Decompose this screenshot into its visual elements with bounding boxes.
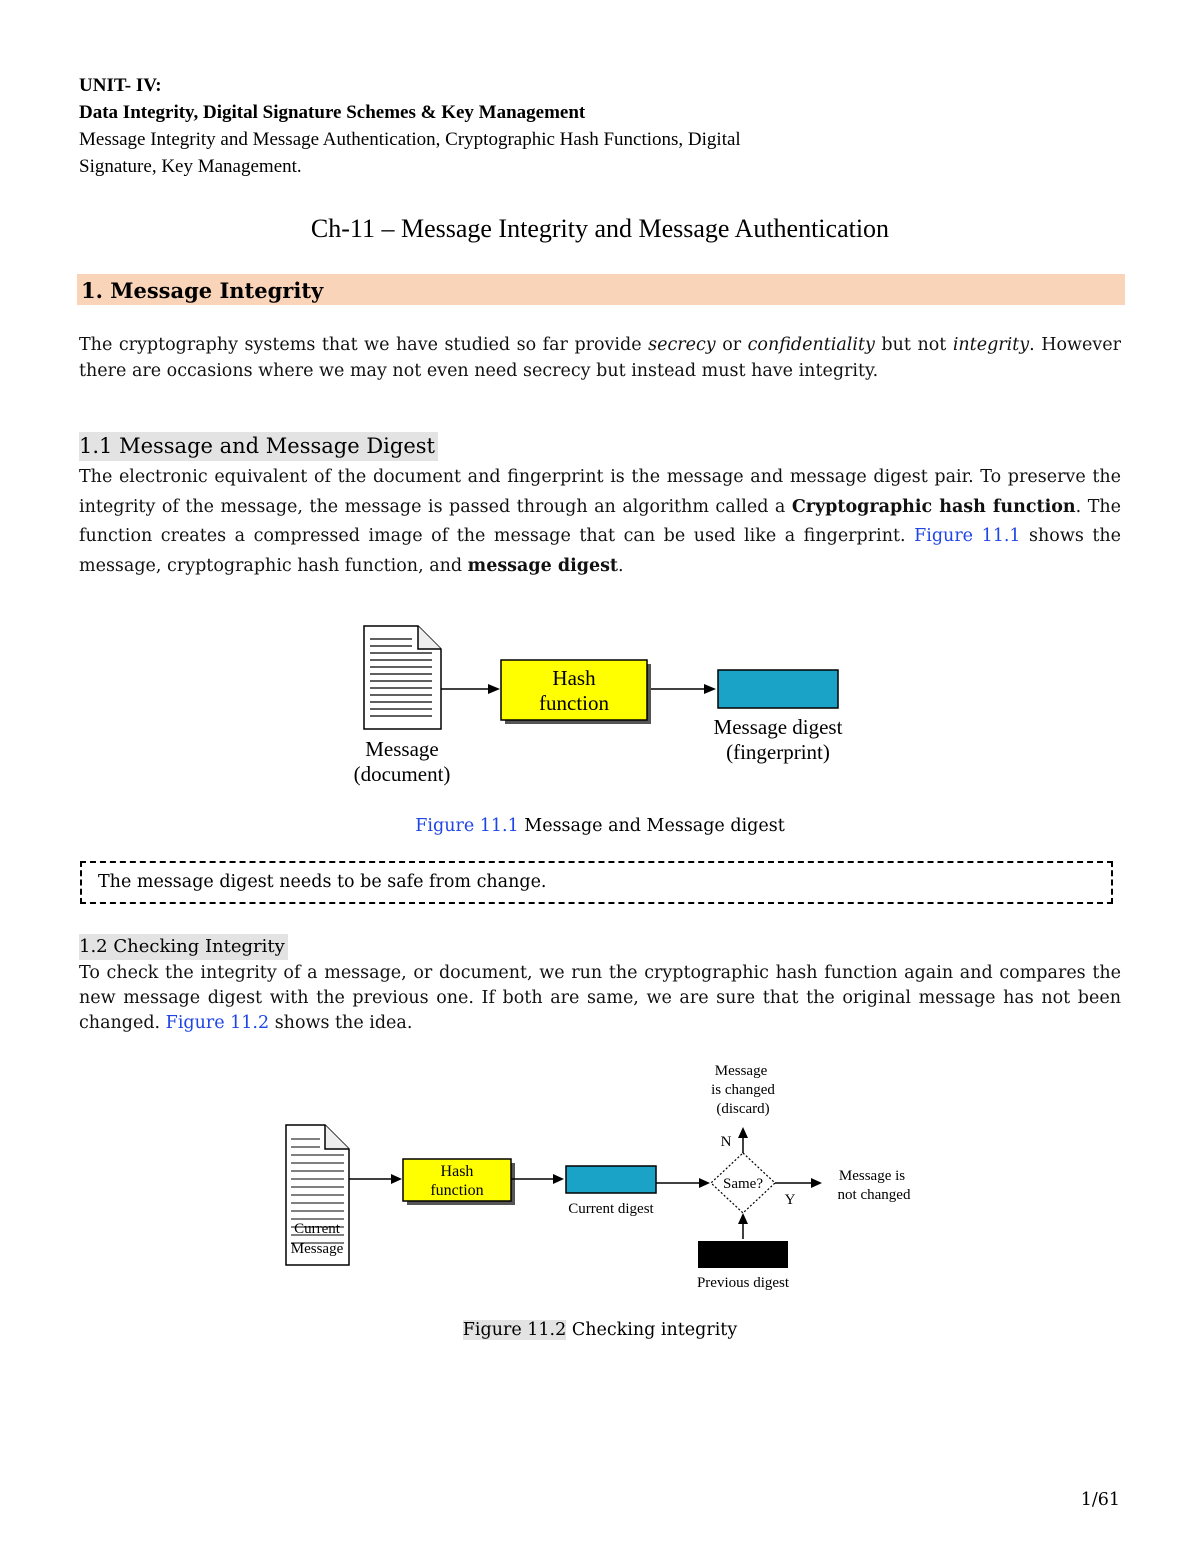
same-label: Same? [723, 1176, 763, 1192]
subsection-1-2-paragraph: To check the integrity of a message, or document, we run the cryptographic hash function again and compares the new message digest with the previous one. If both are same, we are sure that the original message has not been changed. Figure 11.2 shows the idea. [79, 963, 1121, 1033]
integrity-term: integrity [952, 335, 1030, 355]
message-digest-box [718, 670, 838, 708]
message-label-1: Message [365, 737, 439, 761]
unit-title: Data Integrity, Digital Signature Schemes & Key Management [79, 102, 586, 123]
figure-11-2-caption-ref: Figure 11.2 [462, 1320, 567, 1340]
confidentiality-term: confidentiality [747, 335, 875, 355]
figure-11-1-link[interactable]: Figure 11.1 [914, 526, 1021, 546]
changed-label-2: is changed [711, 1082, 775, 1098]
figure-11-2-link[interactable]: Figure 11.2 [165, 1013, 270, 1033]
current-digest-label: Current digest [568, 1201, 654, 1217]
figure-11-1 [0, 615, 1200, 815]
hash-label-1: Hash [552, 666, 596, 690]
previous-digest-box [698, 1241, 788, 1268]
message-digest-term: message digest [467, 555, 619, 576]
section-1-heading: 1. Message Integrity [77, 274, 1125, 305]
digest-label-2: (fingerprint) [726, 740, 830, 764]
note-text: The message digest needs to be safe from change. [98, 872, 547, 892]
subsection-1-1-heading: 1.1 Message and Message Digest [79, 432, 438, 461]
message-label-2: (document) [353, 762, 451, 786]
changed-label-3: (discard) [716, 1101, 770, 1117]
hash2-label-2: function [430, 1182, 484, 1199]
current-label-2: Message [290, 1241, 344, 1257]
hash2-label-1: Hash [440, 1163, 474, 1180]
chapter-title: Ch-11 – Message Integrity and Message Authentication [310, 214, 890, 243]
n-label: N [720, 1134, 732, 1150]
current-label-1: Current [294, 1221, 340, 1237]
figure-11-1-caption: Figure 11.1 Message and Message digest [415, 816, 785, 836]
subsection-1-2-heading: 1.2 Checking Integrity [79, 934, 288, 960]
figure-11-2-caption: Figure 11.2 Checking integrity [462, 1320, 738, 1340]
secrecy-term: secrecy [648, 335, 716, 355]
unit-topics-line2: Signature, Key Management. [79, 156, 302, 177]
unit-header [79, 72, 1129, 180]
not-changed-label-1: Message is [838, 1168, 906, 1184]
digest-label-1: Message digest [713, 715, 843, 739]
page-number: 1/61 [1080, 1490, 1120, 1510]
unit-topics-line1: Message Integrity and Message Authentication, Cryptographic Hash Functions, Digital [79, 129, 741, 150]
y-label: Y [784, 1192, 796, 1208]
unit-label: UNIT- IV: [79, 75, 162, 96]
not-changed-label-2: not changed [837, 1187, 911, 1203]
subsection-1-1-paragraph: The electronic equivalent of the document and fingerprint is the message and message digest pair. To preserve the integrity of the message, the message is passed through an algorithm called a Cryptographic hash function. The function creates a compressed image of the message that can be used like a fingerprint. Figure 11.1 shows the message, cryptographic hash function, and message digest. [79, 467, 1122, 576]
previous-digest-label: Previous digest [696, 1275, 790, 1291]
hash-function-term: Cryptographic hash function [791, 496, 1076, 517]
changed-label-1: Message [714, 1063, 768, 1079]
figure-11-1-caption-ref[interactable]: Figure 11.1 [415, 816, 519, 836]
figure-11-2 [0, 1055, 1200, 1305]
intro-paragraph: The cryptography systems that we have studied so far provide secrecy or confidentiality but not integrity. However there are occasions where we may not even need secrecy but instead must have integrity. [79, 335, 1121, 381]
hash-label-2: function [539, 691, 609, 715]
document-icon [364, 626, 441, 729]
current-digest-box [566, 1166, 656, 1193]
